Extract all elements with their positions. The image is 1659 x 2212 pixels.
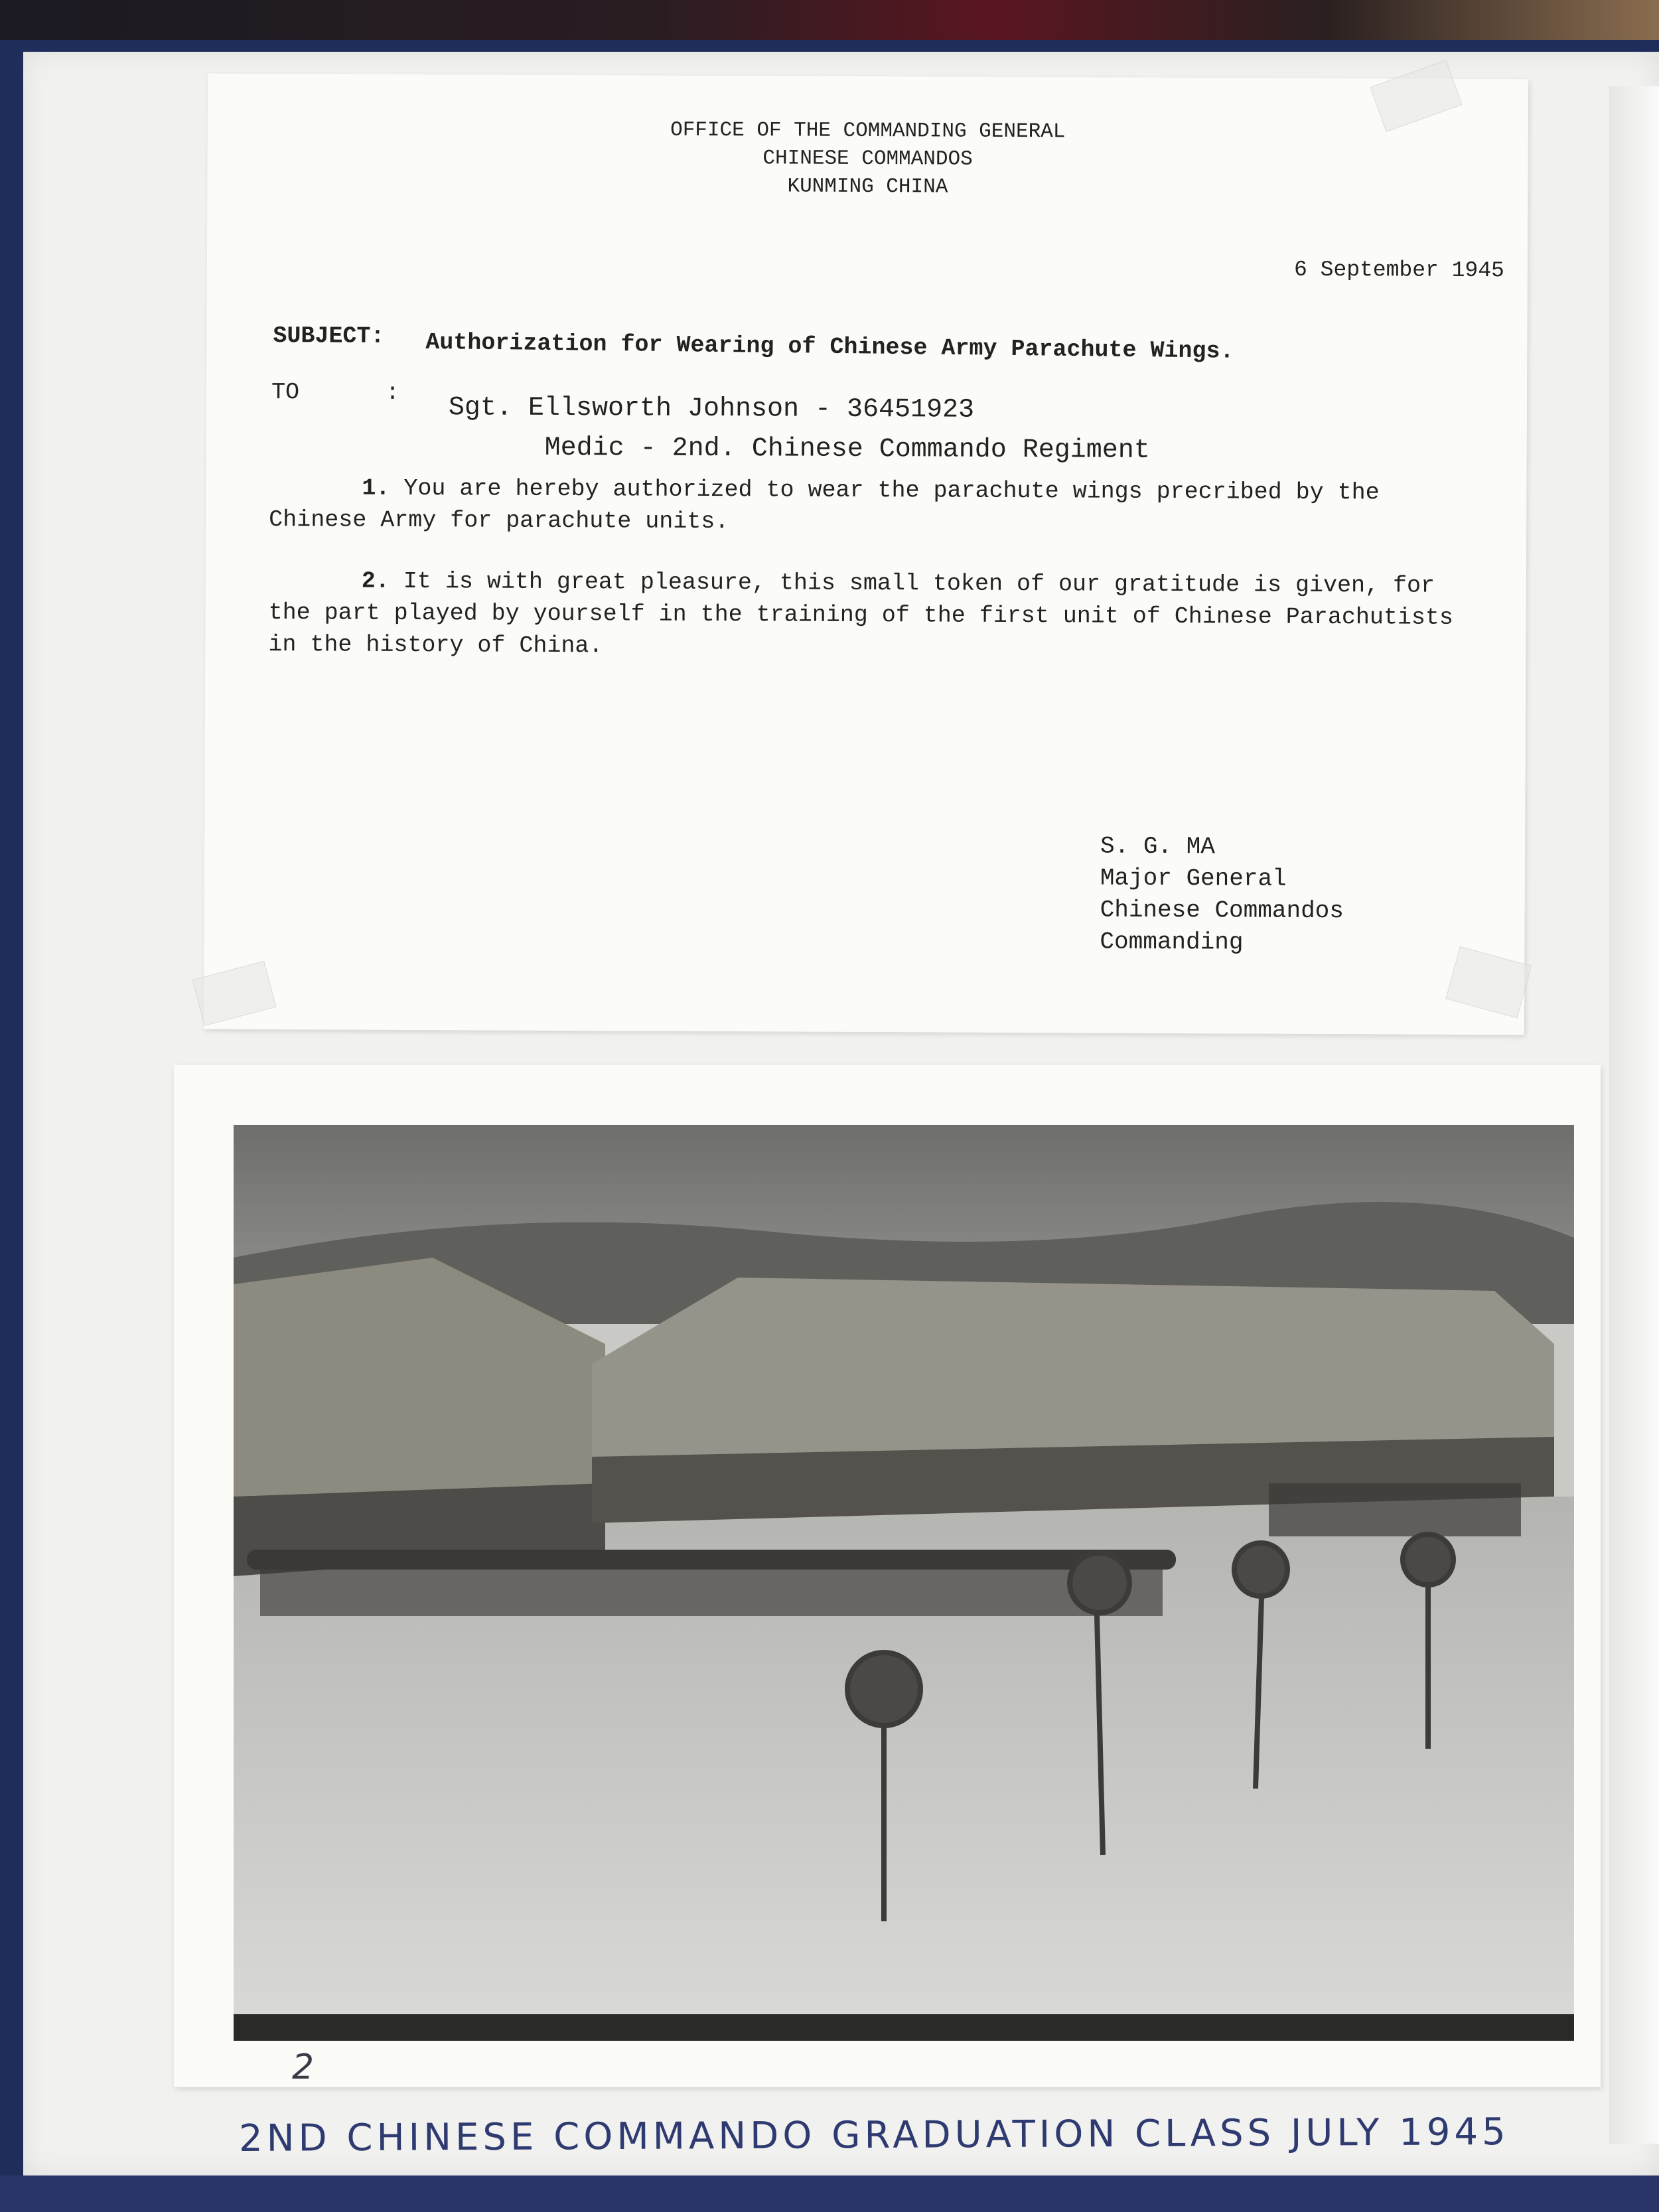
graduation-photo <box>234 1125 1574 2041</box>
letterhead-line-location: KUNMING CHINA <box>787 175 948 199</box>
paragraph-2-number: 2. <box>361 567 390 595</box>
signature-rank: Major General <box>1100 864 1287 893</box>
tape-piece <box>192 961 277 1026</box>
paragraph-1 <box>269 472 1470 541</box>
paragraph-1-number: 1. <box>362 475 390 502</box>
signature-block <box>1100 831 1344 960</box>
photo-illustration <box>234 1125 1574 2041</box>
subject-text: Authorization for Wearing of Chinese Army Parachute Wings. <box>425 329 1234 365</box>
to-label: TO <box>271 379 300 406</box>
recipient-unit: Medic - 2nd. Chinese Commando Regiment <box>544 433 1150 466</box>
letterhead-line-unit: CHINESE COMMANDOS <box>762 147 973 171</box>
to-colon: : <box>385 379 400 406</box>
letterhead <box>207 115 1528 204</box>
paragraph-2 <box>268 565 1470 666</box>
signature-name: S. G. MA <box>1100 832 1215 861</box>
binder-bottom <box>0 2175 1659 2212</box>
tape-piece <box>1445 946 1532 1019</box>
letterhead-line-office: OFFICE OF THE COMMANDING GENERAL <box>670 118 1066 144</box>
authorization-letter <box>204 74 1528 1035</box>
photo-mount <box>174 1065 1601 2087</box>
handwritten-caption: 2ND CHINESE COMMANDO GRADUATION CLASS JULY 1945 <box>238 2110 1510 2161</box>
recipient-name: Sgt. Ellsworth Johnson - 36451923 <box>448 393 975 425</box>
sleeve-edge <box>1609 86 1659 2144</box>
paragraph-1-text: You are hereby authorized to wear the parachute wings precribed by the Chinese Army for parachute units. <box>269 475 1380 536</box>
mount-number: 2 <box>292 2047 315 2087</box>
letter-date: 6 September 1945 <box>1293 257 1504 283</box>
signature-unit: Chinese Commandos <box>1100 896 1344 925</box>
signature-role: Commanding <box>1100 928 1244 956</box>
paragraph-2-text: It is with great pleasure, this small token of our gratitude is given, for the part played by yourself in the training of the first unit of Chinese Parachutists in the history of China. <box>268 567 1453 660</box>
subject-label: SUBJECT: <box>273 323 385 350</box>
